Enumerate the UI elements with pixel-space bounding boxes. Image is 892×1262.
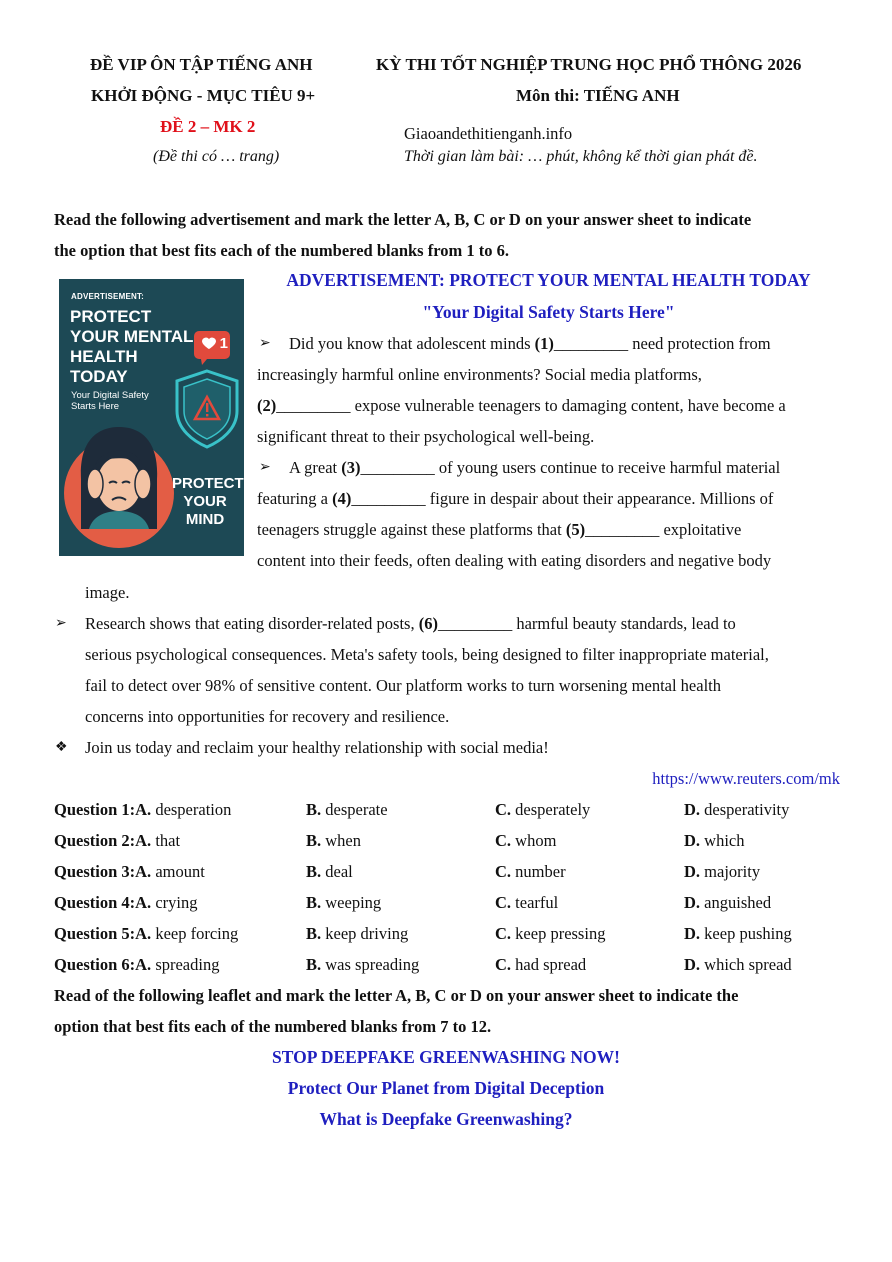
ad-p2-line5: image. bbox=[85, 583, 130, 602]
question-2-label: Question 2:A. that bbox=[54, 831, 181, 850]
header-left-line2: KHỞI ĐỘNG - MỤC TIÊU 9+ bbox=[91, 86, 316, 105]
header-website: Giaoandethitienganh.info bbox=[404, 124, 573, 143]
question-5-option-d[interactable]: D. keep pushing bbox=[684, 924, 792, 943]
blank-4-label: (4) bbox=[332, 489, 352, 508]
question-4-option-d[interactable]: D. anguished bbox=[684, 893, 772, 912]
blank-6-label: (6) bbox=[418, 614, 438, 633]
question-1-option-b[interactable]: B. desperate bbox=[306, 800, 388, 819]
header-left-line3: ĐỀ 2 – MK 2 bbox=[160, 117, 256, 136]
question-3-label: Question 3:A. amount bbox=[54, 862, 205, 881]
ad-p2-text: _________ of young users continue to receive harmful material bbox=[360, 458, 781, 477]
blank-5-label: (5) bbox=[565, 520, 586, 539]
poster-small-label: ADVERTISEMENT: bbox=[71, 292, 145, 301]
question-5-option-c[interactable]: C. keep pressing bbox=[495, 924, 606, 943]
question-1-label: Question 1:A. desperation bbox=[54, 800, 232, 819]
ad-p1-text: Did you know that adolescent minds bbox=[289, 334, 535, 353]
ad-subtitle: "Your Digital Safety Starts Here" bbox=[422, 302, 675, 322]
poster-subtitle: Your Digital Safety Starts Here bbox=[71, 390, 149, 412]
question-3-option-b[interactable]: B. deal bbox=[306, 862, 353, 881]
question-1-option-d[interactable]: D. desperativity bbox=[684, 800, 790, 819]
ad-p2-text: _________ figure in despair about their appearance. Millions of bbox=[351, 489, 774, 508]
question-6-label: Question 6:A. spreading bbox=[54, 955, 220, 974]
header-left-line4: (Đề thi có … trang) bbox=[153, 148, 280, 165]
blank-2-label: (2) bbox=[257, 396, 277, 415]
question-2-option-b[interactable]: B. when bbox=[306, 831, 362, 850]
ad-p2-text: _________ exploitative bbox=[585, 520, 742, 539]
ad-p2-text: teenagers struggle against these platforms that bbox=[257, 520, 566, 539]
blank-3-label: (3) bbox=[341, 458, 361, 477]
header-right-line1: KỲ THI TỐT NGHIỆP TRUNG HỌC PHỔ THÔNG 2026 bbox=[376, 55, 802, 74]
question-6-option-d[interactable]: D. which spread bbox=[684, 955, 792, 974]
question-5-label: Question 5:A. keep forcing bbox=[54, 924, 239, 943]
ad-p2-line1 bbox=[289, 452, 780, 483]
ad-p1-line4: significant threat to their psychological well-being. bbox=[257, 427, 595, 446]
poster-cta: PROTECT YOUR MIND bbox=[172, 475, 244, 528]
diamond-bullet-icon: ❖ bbox=[55, 740, 68, 755]
poster-like-count: 1 bbox=[219, 335, 228, 352]
instruction-2-line1: Read of the following leaflet and mark the letter A, B, C or D on your answer sheet to indicate the bbox=[54, 986, 739, 1005]
ad-p3-line2: serious psychological consequences. Meta's safety tools, being designed to filter inappropriate material, bbox=[85, 645, 769, 664]
header-right-line2: Môn thi: TIẾNG ANH bbox=[516, 86, 680, 105]
question-1-option-c[interactable]: C. desperately bbox=[495, 800, 591, 819]
leaflet-subtitle: Protect Our Planet from Digital Deception bbox=[287, 1078, 605, 1098]
ad-p3-line1 bbox=[85, 608, 736, 639]
ad-p4: Join us today and reclaim your healthy relationship with social media! bbox=[85, 738, 549, 757]
header-time-note: Thời gian làm bài: … phút, không kể thời gian phát đề. bbox=[404, 148, 758, 165]
question-6-option-c[interactable]: C. had spread bbox=[495, 955, 587, 974]
question-3-option-d[interactable]: D. majority bbox=[684, 862, 761, 881]
arrow-bullet-icon: ➢ bbox=[259, 336, 271, 351]
question-4-option-b[interactable]: B. weeping bbox=[306, 893, 382, 912]
instruction-2-line2: option that best fits each of the numbered blanks from 7 to 12. bbox=[54, 1017, 492, 1036]
question-2-option-c[interactable]: C. whom bbox=[495, 831, 557, 850]
ad-p3-text: Research shows that eating disorder-related posts, bbox=[85, 614, 419, 633]
ad-p1-line1 bbox=[289, 328, 771, 359]
question-3-option-c[interactable]: C. number bbox=[495, 862, 566, 881]
ad-p1-line3 bbox=[257, 390, 786, 421]
ad-p2-text: featuring a bbox=[257, 489, 333, 508]
ad-p1-line2: increasingly harmful online environments? Social media platforms, bbox=[257, 365, 702, 384]
ad-p2-line3 bbox=[257, 514, 741, 545]
leaflet-title: STOP DEEPFAKE GREENWASHING NOW! bbox=[272, 1047, 620, 1067]
instruction-1-line2: the option that best fits each of the numbered blanks from 1 to 6. bbox=[54, 241, 509, 260]
instruction-1-line1: Read the following advertisement and mark the letter A, B, C or D on your answer sheet to indicate bbox=[54, 210, 752, 229]
advertisement-poster bbox=[59, 279, 244, 556]
poster-title: PROTECT YOUR MENTAL HEALTH TODAY bbox=[70, 307, 194, 386]
blank-1-label: (1) bbox=[534, 334, 554, 353]
ad-p1-text: _________ need protection from bbox=[553, 334, 771, 353]
ad-p3-line3: fail to detect over 98% of sensitive content. Our platform works to turn worsening mental health bbox=[85, 676, 721, 695]
leaflet-heading: What is Deepfake Greenwashing? bbox=[319, 1109, 573, 1129]
ad-p3-text: _________ harmful beauty standards, lead to bbox=[437, 614, 736, 633]
question-2-option-d[interactable]: D. which bbox=[684, 831, 745, 850]
question-4-option-c[interactable]: C. tearful bbox=[495, 893, 559, 912]
ad-p3-line4: concerns into opportunities for recovery and resilience. bbox=[85, 707, 450, 726]
ad-p2-line4: content into their feeds, often dealing with eating disorders and negative body bbox=[257, 551, 772, 570]
source-link[interactable]: https://www.reuters.com/mk bbox=[652, 769, 840, 788]
ad-title: ADVERTISEMENT: PROTECT YOUR MENTAL HEALTH TODAY bbox=[286, 270, 811, 290]
ad-p2-line2 bbox=[257, 483, 773, 514]
question-6-option-b[interactable]: B. was spreading bbox=[306, 955, 420, 974]
question-4-label: Question 4:A. crying bbox=[54, 893, 198, 912]
arrow-bullet-icon: ➢ bbox=[259, 460, 271, 475]
header-left-line1: ĐỀ VIP ÔN TẬP TIẾNG ANH bbox=[90, 55, 313, 74]
question-5-option-b[interactable]: B. keep driving bbox=[306, 924, 409, 943]
ad-p2-text: A great bbox=[289, 458, 342, 477]
arrow-bullet-icon: ➢ bbox=[55, 616, 67, 631]
ad-p1-text: _________ expose vulnerable teenagers to damaging content, have become a bbox=[276, 396, 786, 415]
